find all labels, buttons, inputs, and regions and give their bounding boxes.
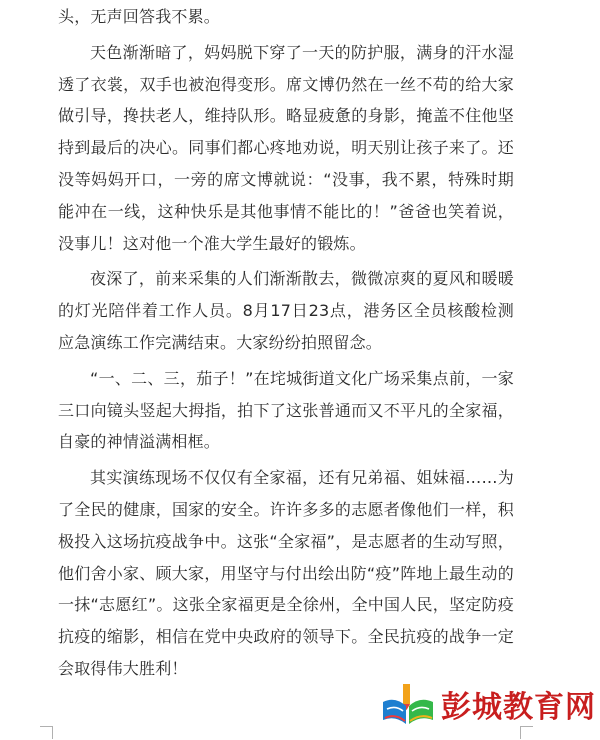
paragraph-3: 夜深了，前来采集的人们渐渐散去，微微凉爽的夏风和暖暖的灯光陪伴着工作人员。8月17日23点，港务区全员核酸检测应急演练工作完满结束。大家纷纷拍照留念。 xyxy=(58,269,514,352)
page-corner-mark-right xyxy=(520,726,533,739)
site-watermark xyxy=(379,682,596,726)
paragraph-4: “一、二、三，茄子！”在垞城街道文化广场采集点前，一家三口向镜头竖起大拇指，拍下了这张普通而又不平凡的全家福，自豪的神情溢满相框。 xyxy=(58,368,514,452)
paragraph-2: 天色渐渐暗了，妈妈脱下穿了一天的防护服，满身的汗水湿透了衣裳，双手也被泡得变形。席文博仍然在一丝不苟的给大家做引导，搀扶老人，维持队形。略显疲惫的身影，掩盖不住他坚持到最后的决心。同事们都心疼地劝说，明天别让孩子来了。还没等妈妈开口，一旁的席文博就说：“没事，我不累，特殊时期能冲在一线，这种快乐是其他事情不能比的！”爸爸也笑着说，没事儿！这对他一个准大学生最好的锻炼。 xyxy=(58,42,514,253)
paragraph-1: 头，无声回答我不累。 xyxy=(58,7,221,26)
watermark-text: 彭城教育网 xyxy=(441,690,596,725)
paragraph-5: 其实演练现场不仅仅有全家福，还有兄弟福、姐妹福……为了全民的健康，国家的安全。许许多多的志愿者像他们一样，积极投入这场抗疫战争中。这张“全家福”，是志愿者的生动写照，他们舍小家、顾大家，用坚守与付出绘出防“疫”阵地上最生动的一抹“志愿红”。这张全家福更是全徐州，全中国人民，坚定防疫抗疫的缩影，相信在党中央政府的领导下。全民抗疫的战争一定会取得伟大胜利！ xyxy=(58,468,514,678)
page-corner-mark-left xyxy=(40,726,53,739)
article-body xyxy=(58,0,514,689)
book-logo-icon xyxy=(379,682,437,726)
